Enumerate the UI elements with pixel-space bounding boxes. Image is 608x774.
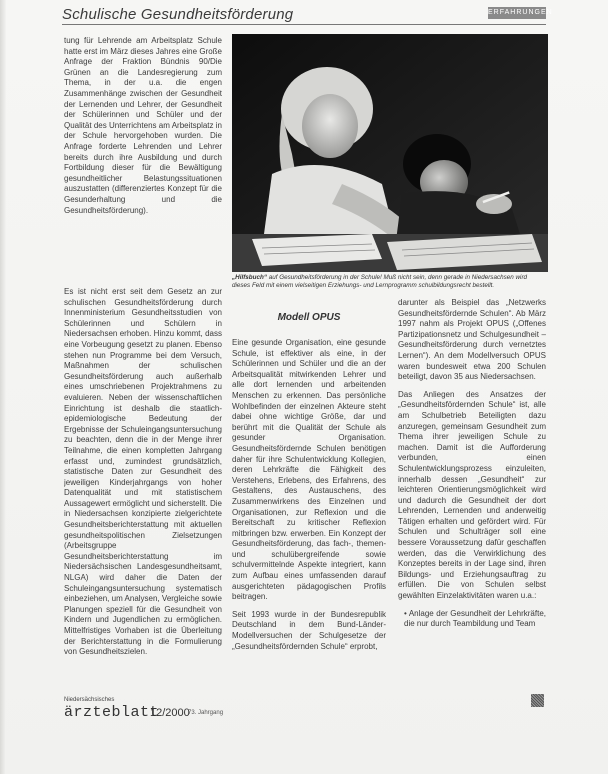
paragraph: Es ist nicht erst seit dem Gesetz an zur schulischen Gesundheitsförderung durch Innenministerium Gesundheitsstudien von Schülerinnen und Schülern in Niedersachsen erhoben. Hinzu kommt, dass eine Vorbeugung gesetzt zu planen. Ebenso stehen nun Programme bei dem Versuch, Maßnahmen der schulischen Gesundheitsförderung auch außerhalb eines umschriebenen Projektrahmens zu evaluieren. Neben der wissenschaftlichen Einrichtung ist deshalb die staatlich-epidemiologische Bedeutung der Ergebnisse der Schuleingangsuntersuchung zu beachten, denn die in der Menge ihrer Teilnahme, die einen kompletten Jahrgang erfasst und, zumindest grundsätzlich, statistische Daten zur Gesundheit des jeweiligen Kinderjahrgangs von hoher Datenqualität und mit statistischem Aussagewert ermöglicht und sicherstellt. Die in Niedersachsen konzipierte zielgerichtete Gesundheitsberichterstattung mit aktuellen gesundheitspolitischen Zielsetzungen (Arbeitsgruppe Gesundheitsberichterstattung im Niedersächsischen Landesgesundheitsamt, NLGA) wird daher die Daten der Schuleingangsuntersuchung systematisch einbeziehen, um Analysen, Vergleiche sowie Planungen speziell für die Gesundheit von Kindern und Jugendlichen zu ermöglichen. Mittelfristiges Vorhaben ist die Überleitung der Berichterstattung in die Formulierung von Gesundheitszielen. [64, 287, 222, 657]
section-title: Schulische Gesundheitsförderung [62, 6, 294, 23]
caption-text: auf Gesundheitsförderung in der Schule! Muß nicht sein, denn gerade in Niedersachsen wird dieses Feld mit einem vielseitigen Erziehungs- und Lernprogramm schulbildungsrecht bestellt. [232, 274, 528, 289]
footer-volume: 73. Jahrgang [188, 710, 224, 716]
paragraph: Eine gesunde Organisation, eine gesunde Schule, ist effektiver als eine, in der Schülerinnen und Schüler und die an der Arbeitsqualität mitwirkenden Lehrer und alle dort lernenden und arbeitenden Menschen zu erkennen. Das persönliche Wohlbefinden der einzelnen Akteure steht dabei ohne wichtige Größe, dar und berührt mit die Qualität der Schule als gesunder Organisation. Gesundheitsfördernde Schulen benötigen daher für ihre Schulentwicklung Kollegien, deren Lehrkräfte die Fähigkeit des Verstehens, Erlebens, des Erfahrens, des Gestaltens, des Austauschens, des Zusammenwirkens des Einzelnen und Organisationen, zur Reflexion und die Bereitschaft zu kritischer Reflexion mitbringen bzw. erwerben. Ein Konzept der Gesundheitsförderung, das fach-, themen- und schulübergreifende sowie schulvermittelnde Aspekte integriert, kann zum Aufbau eines umfassenden darauf ausgerichteten pädagogischen Profils beitragen. [232, 338, 386, 602]
column-1-top [64, 36, 222, 270]
subheading-opus: Modell OPUS [277, 312, 341, 323]
paragraph: Seit 1993 wurde in der Bundesrepublik Deutschland in dem Bund-Länder-Modellversuchen der Schulgesetze der „Gesundheitsfördernden Schule“ erprobt, [232, 609, 386, 651]
column-2 [232, 338, 386, 678]
bullet-item: • Anlage der Gesundheit der Lehrkräfte, die nur durch Teambildung und Team [404, 608, 546, 629]
paragraph: Das Anliegen des Ansatzes der „Gesundheitsfördernden Schule“ ist, alle am Schulbetrieb Beteiligten dazu anzuregen, gemeinsam Gesundheit zum Thema ihrer jeweiligen Schule zu machen. Damit ist die Aufforderung verbunden, einen Schulentwicklungsprozess einzuleiten, innerhalb dessen „Gesundheit“ zur leichteren Orientierungsmöglichkeit wird und dadurch die Gesundheit der dort Lehrenden, Lernenden und anderweitig Tätigen erhalten und gefördert wird. Für Schulen und Schulträger soll eine bessere Voraussetzung dafür geschaffen werden, das die Verwirklichung des Konzeptes bereits in der Lage sind, ihren Bildungs- und Erziehungsauftrag zu erfüllen. Die von Schulen selbst gewählten Einzelaktivitäten waren u.a.: [398, 389, 546, 601]
footer-issue: 12/2000 [150, 707, 190, 719]
footer-publisher: Niedersächsisches [64, 697, 115, 703]
photo-students-classroom-icon [232, 34, 548, 272]
paragraph: darunter als Beispiel das „Netzwerks Gesundheitsfördernde Schulen“. Ab März 1997 nahm als Projekt OPUS („Offenes Partizipationsnetz und Schulgesundheit – Gesundheitsförderung durch vernetztes Lernen“). An dem Modellversuch OPUS waren bundesweit etwa 200 Schulen beteiligt, davon 35 aus Niedersachsen. [398, 298, 546, 382]
paragraph: tung für Lehrende am Arbeitsplatz Schule hatte erst im März dieses Jahres eine Große Anfrage der Fraktion Bündnis 90/Die Grünen an die Landesregierung zum Thema, in der u.a. die engen Zusammenhänge zwischen der Gesundheit der Lernenden und Lehrer, der Gesundheit der Schülerinnen und Schüler und der Qualität des Unterrichtens am Arbeitsplatz in der Schule hervorgehoben wurden. Die Anfrage forderte Lehrenden und Lehrer bereits durch ihre Ausbildung und durch Fortbildung dieser für die Bewältigung gesundheitlicher Belastungssituationen auszustatten (differenziertes Konzept für die Gesunderhaltung und die Gesundheitsförderung). [64, 36, 222, 215]
header-rule [62, 24, 546, 25]
column-1-bottom [64, 287, 222, 687]
scan-edge [0, 0, 6, 774]
article-photo [232, 34, 548, 272]
page-marker-icon [531, 694, 544, 707]
footer-magazine-name: ärzteblatt [64, 704, 160, 721]
section-tag: ERFAHRUNGEN [488, 7, 546, 19]
column-3 [398, 298, 546, 688]
photo-caption [232, 274, 546, 290]
caption-lead: „Hilfsbuch“ [232, 274, 267, 281]
